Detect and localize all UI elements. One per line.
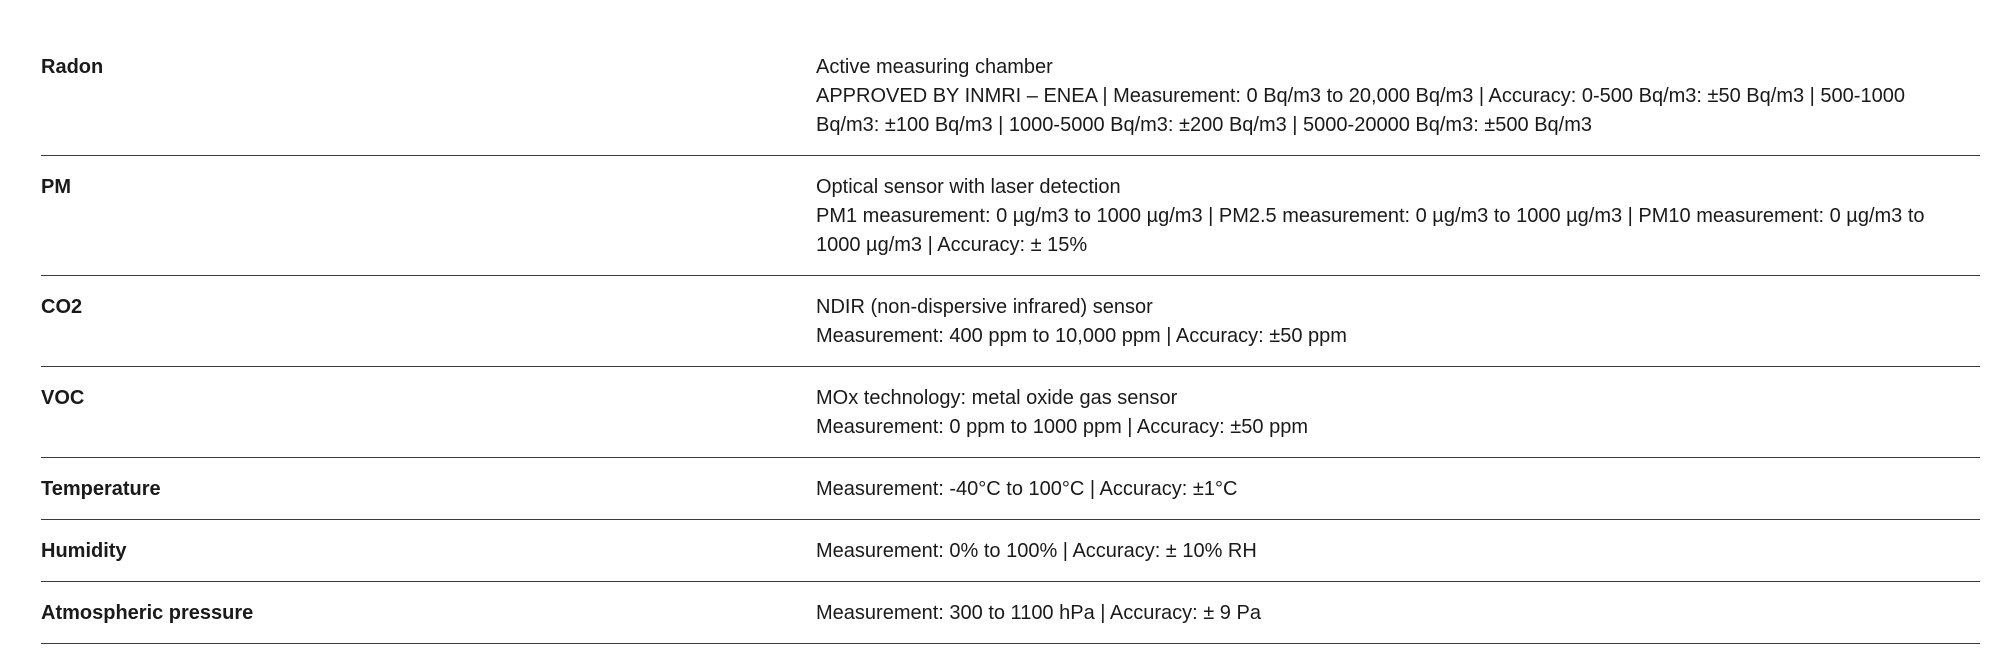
- spec-row-humidity: [41, 520, 1980, 582]
- spec-line: Measurement: 0 ppm to 1000 ppm | Accuracy: ±50 ppm: [816, 416, 1308, 438]
- spec-description: [816, 475, 1980, 504]
- spec-line: PM1 measurement: 0 µg/m3 to 1000 µg/m3 | PM2.5 measurement: 0 µg/m3 to 1000 µg/m3 | PM10 measurement: 0 µg/m3 to 1000 µg/m3 | Accuracy: ± 15%: [816, 205, 1925, 256]
- spec-name: CO2: [41, 296, 83, 318]
- spec-line: Measurement: 300 to 1100 hPa | Accuracy: ± 9 Pa: [816, 602, 1261, 624]
- spec-name: Radon: [41, 56, 104, 78]
- spec-row-voc: [41, 367, 1980, 458]
- spec-description: [816, 384, 1980, 442]
- spec-line: Measurement: 0% to 100% | Accuracy: ± 10% RH: [816, 540, 1257, 562]
- spec-name: Humidity: [41, 540, 127, 562]
- spec-table: [41, 36, 1980, 644]
- spec-line: NDIR (non-dispersive infrared) sensor: [816, 296, 1153, 318]
- spec-description: [816, 599, 1980, 628]
- spec-row-temperature: [41, 458, 1980, 520]
- spec-line: APPROVED BY INMRI – ENEA | Measurement: 0 Bq/m3 to 20,000 Bq/m3 | Accuracy: 0-500 Bq/m3: ±50 Bq/m3 | 500-1000 Bq/m3: ±100 Bq/m3 | 1000-5000 Bq/m3: ±200 Bq/m3 | 5000-20000 Bq/m3: ±500 Bq/m3: [816, 85, 1905, 136]
- spec-description: [816, 537, 1980, 566]
- spec-row-radon: [41, 36, 1980, 156]
- spec-line: Active measuring chamber: [816, 56, 1053, 78]
- spec-line: Optical sensor with laser detection: [816, 176, 1121, 198]
- spec-name: Temperature: [41, 478, 161, 500]
- spec-line: MOx technology: metal oxide gas sensor: [816, 387, 1178, 409]
- spec-line: Measurement: -40°C to 100°C | Accuracy: ±1°C: [816, 478, 1238, 500]
- spec-name: PM: [41, 176, 71, 198]
- spec-row-pm: [41, 156, 1980, 276]
- spec-description: [816, 53, 1980, 140]
- spec-name: VOC: [41, 387, 85, 409]
- spec-row-atmospheric-pressure: [41, 582, 1980, 644]
- spec-name: Atmospheric pressure: [41, 602, 254, 624]
- spec-description: [816, 173, 1980, 260]
- spec-line: Measurement: 400 ppm to 10,000 ppm | Accuracy: ±50 ppm: [816, 325, 1347, 347]
- spec-row-co2: [41, 276, 1980, 367]
- spec-description: [816, 293, 1980, 351]
